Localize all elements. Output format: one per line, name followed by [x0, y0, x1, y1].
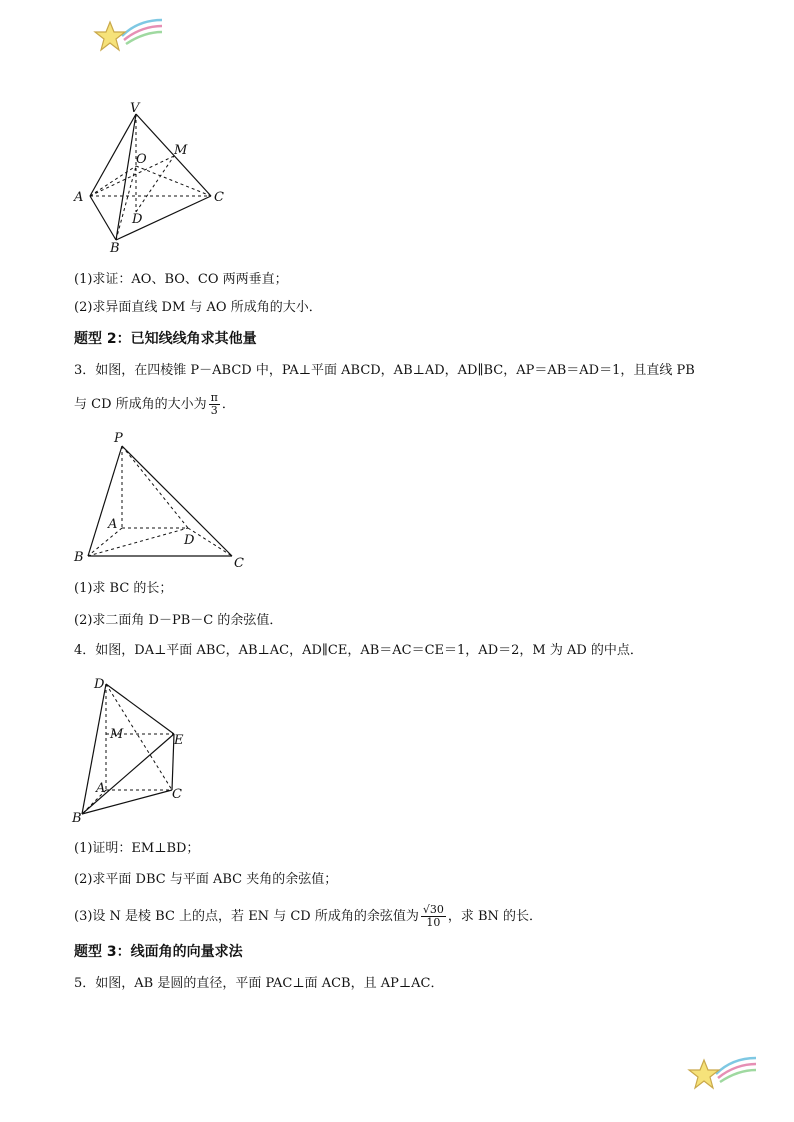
fig1-label-b: B	[110, 241, 120, 256]
q3-line1: 3．如图，在四棱锥 P－ABCD 中，PA⊥平面 ABCD，AB⊥AD，AD∥BC，AP＝AB＝AD＝1，且直线 PB	[74, 363, 695, 378]
q3-part2: (2)求二面角 D－PB－C 的余弦值．	[74, 613, 283, 628]
fig3-label-b: B	[72, 811, 82, 826]
fig3-label-c: C	[172, 787, 182, 802]
fig3-label-e: E	[174, 733, 184, 748]
fig3-label-d: D	[94, 677, 105, 692]
fig2-label-a: A	[108, 517, 118, 532]
q4-part3	[74, 904, 542, 929]
star-decoration-bottom-icon	[686, 1052, 758, 1096]
fig1-label-a: A	[74, 190, 84, 205]
fig1-label-c: C	[214, 190, 224, 205]
q3-line2	[74, 392, 235, 417]
q3-line2-suffix: ．	[221, 397, 235, 412]
q3-line2-prefix: 与 CD 所成角的大小为	[74, 397, 207, 412]
fig3-label-m: M	[110, 727, 124, 742]
fig2-label-c: C	[234, 556, 244, 571]
q4-line1: 4．如图，DA⊥平面 ABC，AB⊥AC，AD∥CE，AB＝AC＝CE＝1，AD＝2，M 为 AD 的中点．	[74, 643, 643, 658]
figure-solid-dabce	[70, 672, 200, 827]
fig2-label-p: P	[114, 431, 123, 446]
fig1-label-d: D	[132, 212, 143, 227]
fig1-label-v: V	[130, 101, 140, 116]
heading-type3: 题型 3：线面角的向量求法	[74, 944, 243, 960]
q4-part3-prefix: (3)设 N 是棱 BC 上的点，若 EN 与 CD 所成角的余弦值为	[74, 909, 419, 924]
fig1-label-o: O	[136, 152, 147, 167]
fig3-label-a: A	[96, 781, 106, 796]
fig2-label-d: D	[184, 533, 195, 548]
heading-type2: 题型 2：已知线线角求其他量	[74, 331, 257, 347]
q2-part1: (1)求证：AO、BO、CO 两两垂直；	[74, 272, 288, 287]
q4-part1: (1)证明：EM⊥BD；	[74, 841, 200, 856]
q2-part2: (2)求异面直线 DM 与 AO 所成角的大小．	[74, 300, 322, 315]
figure-pyramid-vabc	[66, 100, 236, 260]
star-decoration-top-icon	[92, 14, 164, 58]
q3-fraction: $\frac{\pi}{3}$	[210, 391, 218, 417]
q3-part1: (1)求 BC 的长；	[74, 581, 173, 596]
q4-fraction: $\frac{√30}{10}$	[422, 903, 444, 929]
q4-part2: (2)求平面 DBC 与平面 ABC 夹角的余弦值；	[74, 872, 338, 887]
fig1-label-m: M	[174, 143, 188, 158]
fig2-label-b: B	[74, 550, 84, 565]
q4-part3-suffix: ，求 BN 的长．	[447, 909, 543, 924]
figure-pyramid-pabcd	[70, 428, 260, 573]
q5-line1: 5．如图，AB 是圆的直径，平面 PAC⊥面 ACB，且 AP⊥AC．	[74, 976, 444, 991]
